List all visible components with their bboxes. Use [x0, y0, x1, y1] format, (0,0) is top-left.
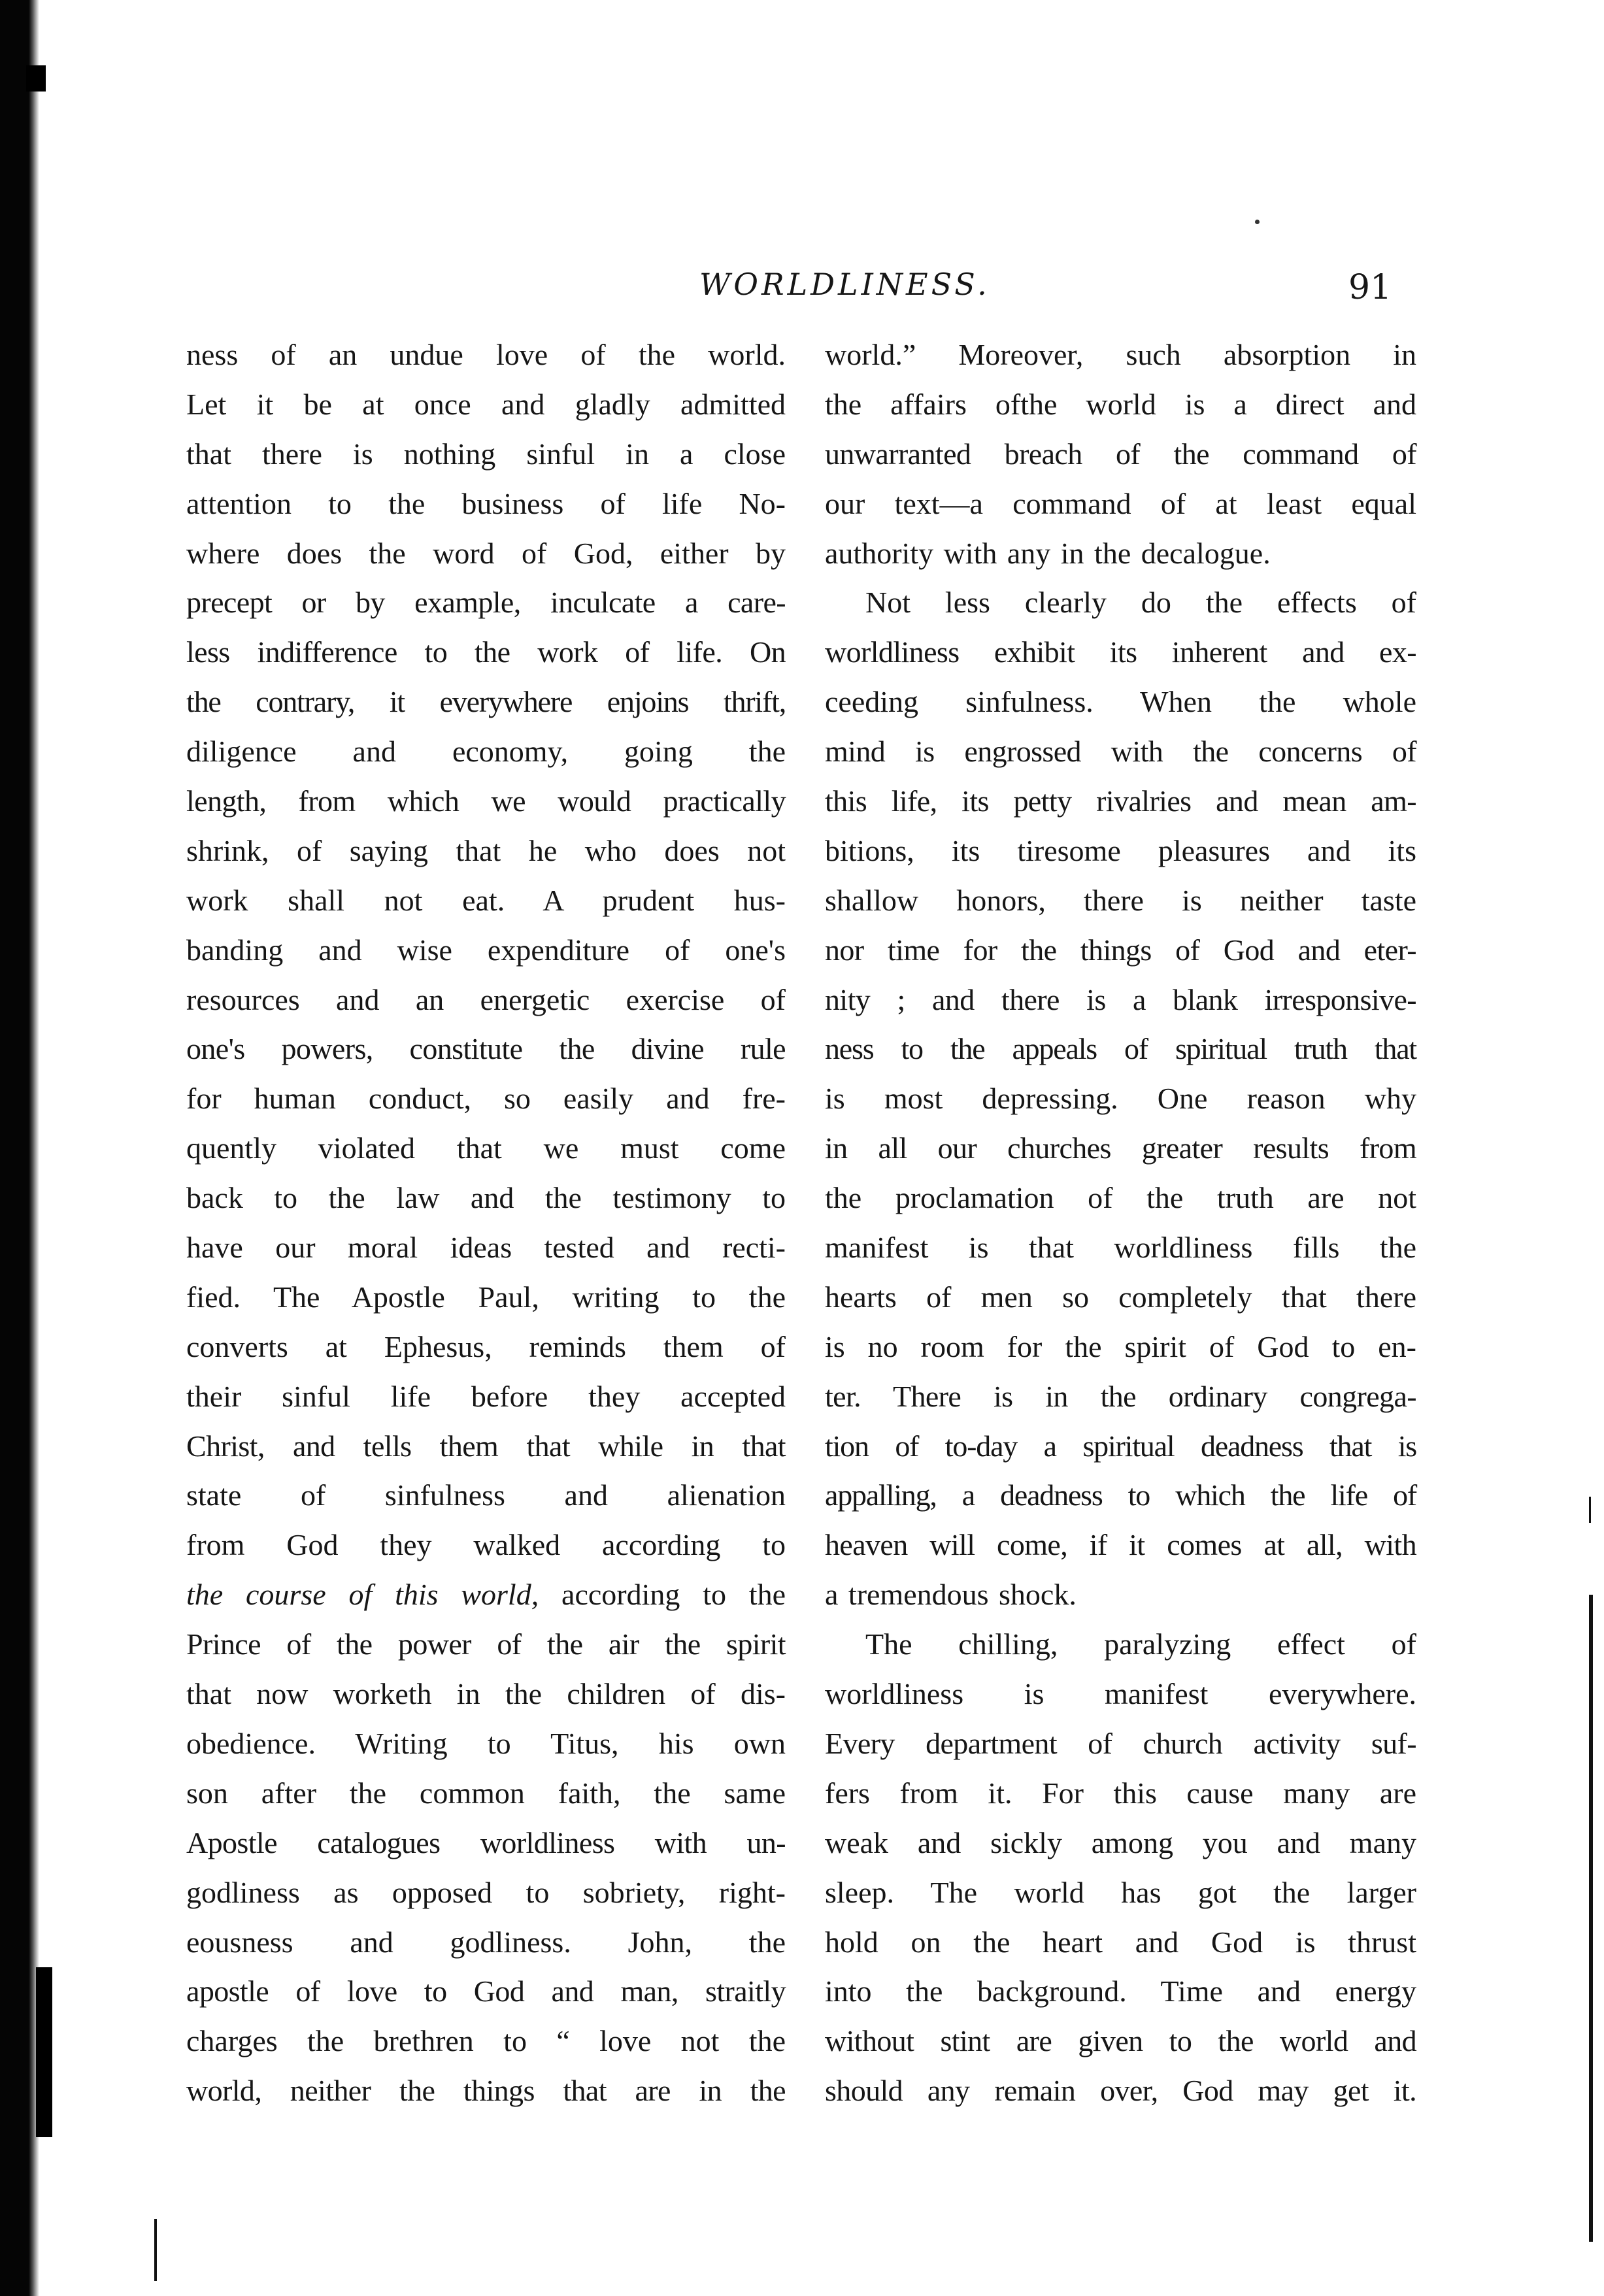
right-column: [825, 330, 1416, 2116]
text-line: heaven will come, if it comes at all, with: [825, 1528, 1416, 1562]
text-line: ness of an undue love of the world.: [186, 338, 786, 371]
text-line: for human conduct, so easily and fre-: [186, 1082, 786, 1116]
text-line: is no room for the spirit of God to en-: [825, 1329, 1416, 1363]
text-line: worldliness is manifest everywhere.: [825, 1677, 1416, 1711]
text-line: the affairs ofthe world is a direct and: [825, 387, 1416, 421]
text-line: ness to the appeals of spiritual truth that: [825, 1032, 1416, 1066]
text-line: apostle of love to God and man, straitly: [186, 1974, 786, 2008]
scan-speck: [1255, 220, 1260, 224]
text-line: bitions, its tiresome pleasures and its: [825, 833, 1416, 867]
text-line: eousness and godliness. John, the: [186, 1925, 786, 1959]
text-line: obedience. Writing to Titus, his own: [186, 1726, 786, 1760]
text-line: The chilling, paralyzing effect of: [865, 1627, 1416, 1661]
text-line-rest: according to the: [539, 1578, 786, 1612]
text-line: son after the common faith, the same: [186, 1776, 786, 1810]
text-line: Christ, and tells them that while in that: [186, 1429, 786, 1463]
text-line: precept or by example, inculcate a care-: [186, 586, 786, 620]
right-edge-rule: [1589, 1595, 1593, 2242]
text-line: have our moral ideas tested and recti-: [186, 1231, 786, 1265]
text-line: the contrary, it everywhere enjoins thrift,: [186, 685, 786, 719]
text-line: quently violated that we must come: [186, 1131, 786, 1165]
text-line: weak and sickly among you and many: [825, 1825, 1416, 1859]
text-line: world, neither the things that are in the: [186, 2074, 786, 2108]
text-line: into the background. Time and energy: [825, 1974, 1416, 2008]
text-line: without stint are given to the world and: [825, 2024, 1416, 2058]
text-line: ceeding sinfulness. When the whole: [825, 685, 1416, 719]
text-line: that now worketh in the children of dis-: [186, 1677, 786, 1711]
text-line: banding and wise expenditure of one's: [186, 933, 786, 967]
text-line: where does the word of God, either by: [186, 536, 786, 570]
italic-phrase: the course of this world,: [186, 1578, 539, 1612]
text-line: authority with any in the decalogue.: [825, 536, 1271, 570]
text-line: converts at Ephesus, reminds them of: [186, 1329, 786, 1363]
text-line: less indifference to the work of life. On: [186, 635, 786, 669]
text-line: length, from which we would practically: [186, 784, 786, 818]
text-line: worldliness exhibit its inherent and ex-: [825, 635, 1416, 669]
text-line: Let it be at once and gladly admitted: [186, 387, 786, 421]
text-line: is most depressing. One reason why: [825, 1082, 1416, 1116]
text-line: attention to the business of life No-: [186, 486, 786, 520]
text-line: nity ; and there is a blank irresponsive-: [825, 982, 1416, 1016]
text-line: in all our churches greater results from: [825, 1131, 1416, 1165]
text-line: their sinful life before they accepted: [186, 1379, 786, 1413]
text-line: [186, 1570, 786, 1620]
text-line: shallow honors, there is neither taste: [825, 883, 1416, 917]
text-line: tion of to-day a spiritual deadness that is: [825, 1429, 1416, 1463]
text-line: appalling, a deadness to which the life of: [825, 1478, 1416, 1512]
text-line: Every department of church activity suf-: [825, 1726, 1416, 1760]
text-line: resources and an energetic exercise of: [186, 982, 786, 1016]
text-line: shrink, of saying that he who does not: [186, 833, 786, 867]
text-line: that there is nothing sinful in a close: [186, 437, 786, 471]
text-line: state of sinfulness and alienation: [186, 1478, 786, 1512]
running-title: WORLDLINESS.: [699, 267, 990, 302]
text-line: sleep. The world has got the larger: [825, 1875, 1416, 1909]
text-line: ter. There is in the ordinary congrega-: [825, 1379, 1416, 1413]
text-line: unwarranted breach of the command of: [825, 437, 1416, 471]
binding-mark: [26, 65, 46, 92]
text-line: Prince of the power of the air the spirit: [186, 1627, 786, 1661]
text-line: from God they walked according to: [186, 1528, 786, 1562]
running-head: [0, 260, 1604, 319]
text-line: back to the law and the testimony to: [186, 1181, 786, 1215]
text-line: Apostle catalogues worldliness with un-: [186, 1825, 786, 1859]
text-line: world.” Moreover, such absorption in: [825, 338, 1416, 371]
text-line: one's powers, constitute the divine rule: [186, 1032, 786, 1066]
left-column: [186, 330, 786, 2116]
text-line: the proclamation of the truth are not: [825, 1181, 1416, 1215]
binding-shadow: [0, 0, 39, 2296]
scan-mark: [154, 2219, 157, 2281]
text-line: diligence and economy, going the: [186, 735, 786, 769]
right-edge-rule: [1589, 1497, 1591, 1523]
text-line: hold on the heart and God is thrust: [825, 1925, 1416, 1959]
text-line: work shall not eat. A prudent hus-: [186, 883, 786, 917]
text-line: a tremendous shock.: [825, 1578, 1077, 1612]
text-line: should any remain over, God may get it.: [825, 2074, 1416, 2108]
text-line: nor time for the things of God and eter-: [825, 933, 1416, 967]
text-line: Not less clearly do the effects of: [865, 586, 1416, 620]
text-line: manifest is that worldliness fills the: [825, 1231, 1416, 1265]
text-line: hearts of men so completely that there: [825, 1280, 1416, 1314]
binding-mark: [36, 1967, 52, 2137]
text-line: godliness as opposed to sobriety, right-: [186, 1875, 786, 1909]
text-line: fers from it. For this cause many are: [825, 1776, 1416, 1810]
text-line: charges the brethren to “ love not the: [186, 2024, 786, 2058]
text-line: mind is engrossed with the concerns of: [825, 735, 1416, 769]
text-line: our text—a command of at least equal: [825, 486, 1416, 520]
text-line: fied. The Apostle Paul, writing to the: [186, 1280, 786, 1314]
page-number: 91: [1348, 268, 1392, 307]
text-line: this life, its petty rivalries and mean am-: [825, 784, 1416, 818]
